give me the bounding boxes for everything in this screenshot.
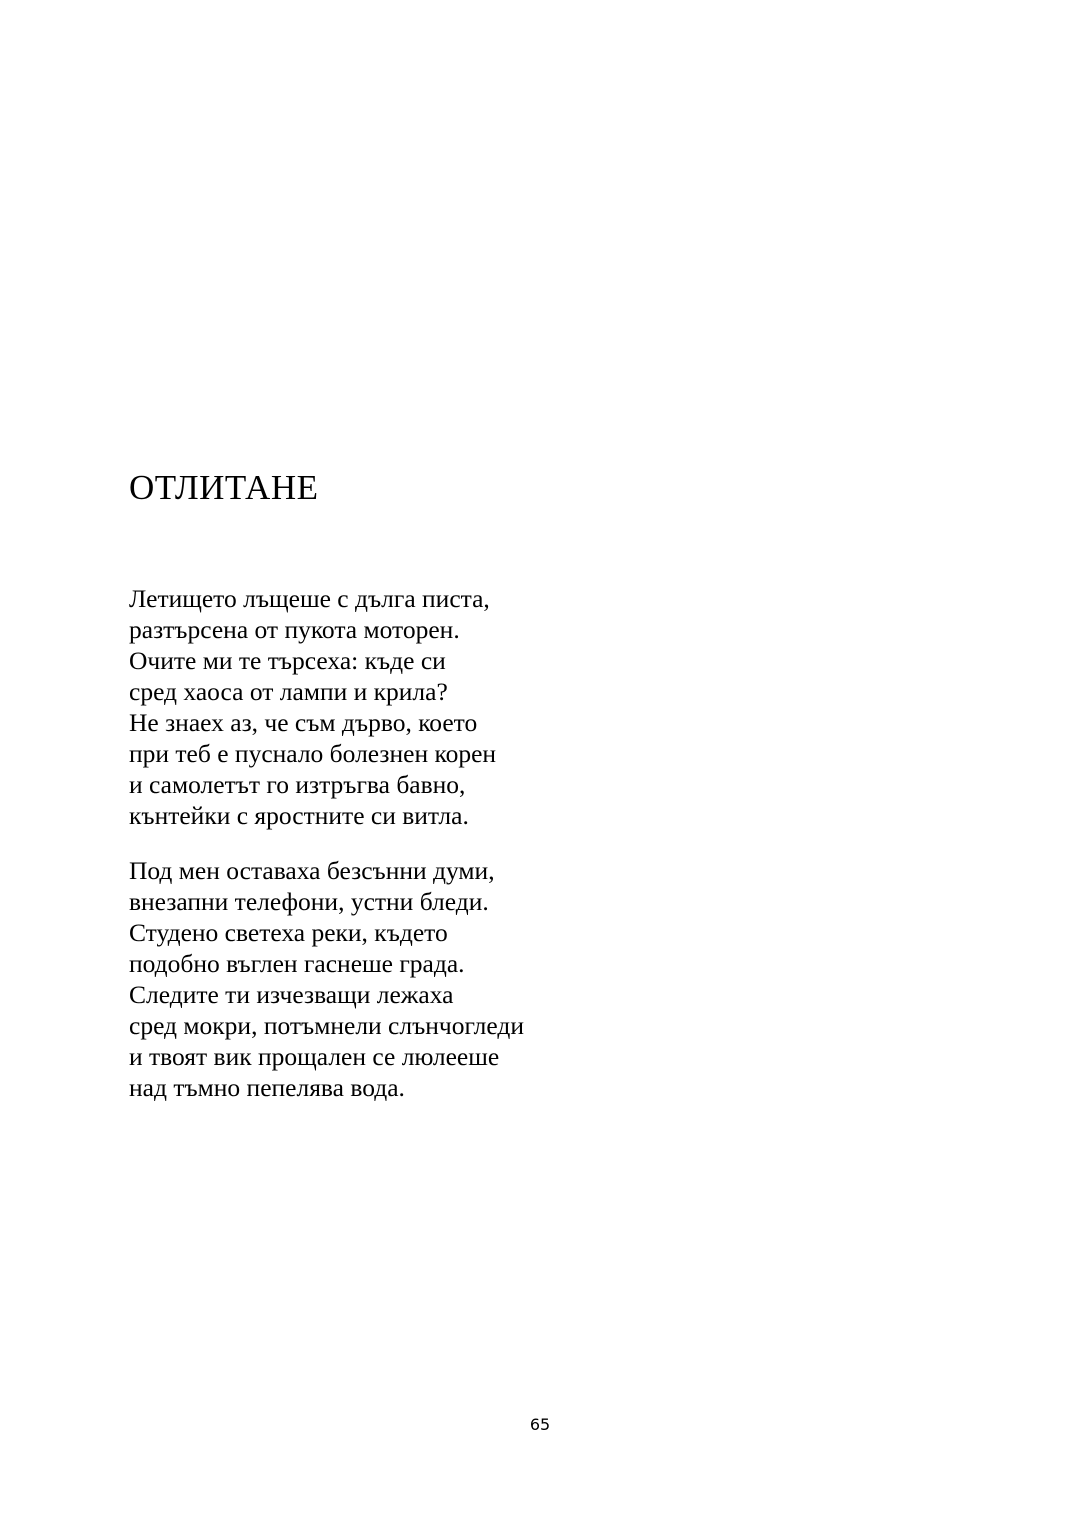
verse-line: внезапни телефони, устни бледи. [129,887,489,916]
verse-line: Студено светеха реки, където [129,918,448,947]
poem-title: ОТЛИТАНЕ [129,468,319,507]
verse-line: Следите ти изчезващи лежаха [129,980,454,1009]
verse-line: над тъмно пепелява вода. [129,1073,405,1102]
stanza-1 [129,583,496,831]
verse-line: и твоят вик прощален се люлееше [129,1042,500,1071]
verse-line: Летището лъщеше с дълга писта, [129,584,490,613]
verse-line: Не знаех аз, че съм дърво, което [129,708,478,737]
verse-line: кънтейки с яростните си витла. [129,801,469,830]
verse-line: Под мен оставаха безсънни думи, [129,856,495,885]
verse-line: разтърсена от пукота моторен. [129,615,460,644]
verse-line: и самолетът го изтръгва бавно, [129,770,466,799]
verse-line: при теб е пуснало болезнен корен [129,739,497,768]
page-number: 65 [529,1415,551,1434]
verse-line: Очите ми те търсеха: къде си [129,646,446,675]
verse-line: сред хаоса от лампи и крила? [129,677,448,706]
verse-line: подобно въглен гаснеше града. [129,949,465,978]
verse-line: сред мокри, потъмнели слънчогледи [129,1011,525,1040]
stanza-2 [129,855,524,1103]
